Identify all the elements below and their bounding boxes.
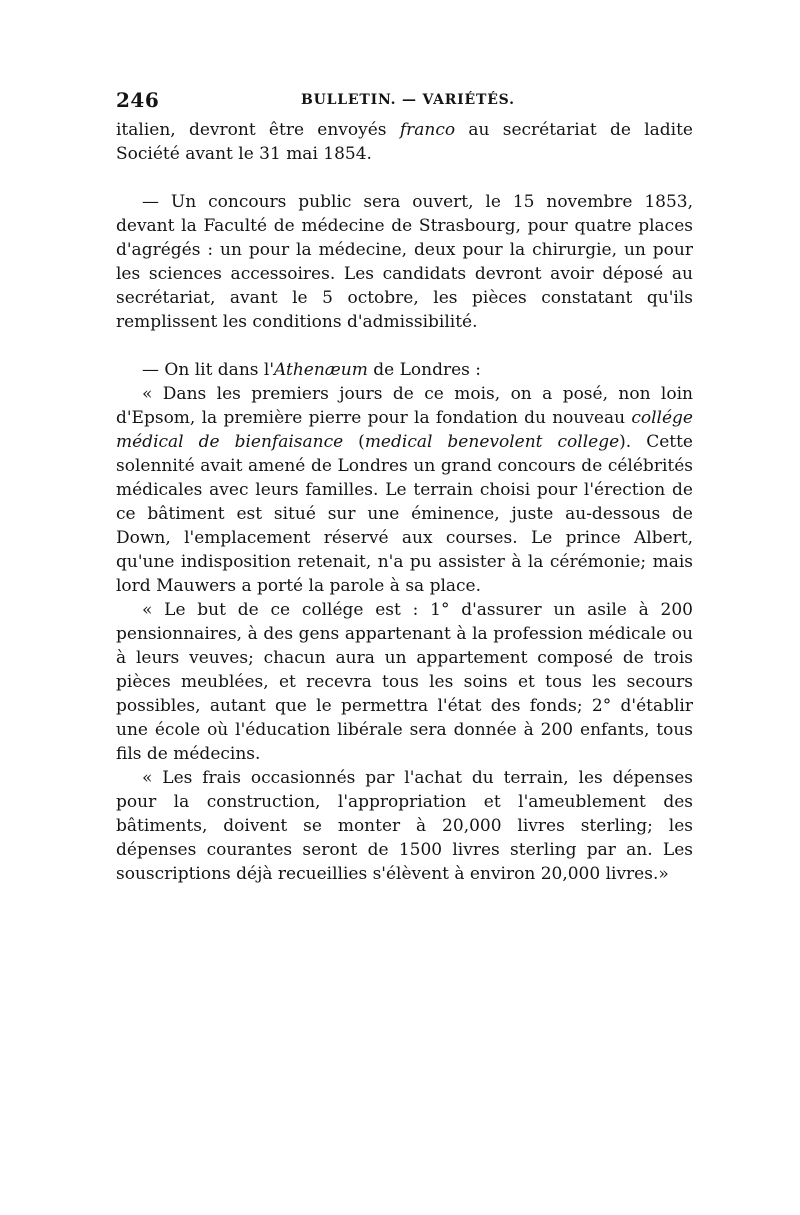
- paragraph-text: — On lit dans l': [142, 360, 275, 380]
- paragraph-text: — Un concours public sera ouvert, le 15 novembre 1853, devant la Faculté de médecine de Strasbourg, pour quatre places d'agrégés : un pour la médecine, deux pour la chirurgie, un pour les sciences accessoires. Les candidats devront avoir déposé au secrétariat, avant le 5 octobre, les pièces constatant qu'ils remplissent les conditions d'admissibilité.: [116, 192, 693, 332]
- paragraph-text: de Londres :: [367, 360, 481, 380]
- paragraph-gap: [116, 334, 693, 358]
- paragraph-text: « Les frais occasionnés par l'achat du terrain, les dépenses pour la construction, l'appropriation et l'ameublement des bâtiments, doivent se monter à 20,000 livres sterling; les dépenses courantes seront de 1500 livres sterling par an. Les souscriptions déjà recueillies s'élèvent à environ 20,000 livres.»: [116, 768, 693, 884]
- document-page: [116, 88, 693, 886]
- running-title: BULLETIN. — VARIÉTÉS.: [301, 92, 515, 108]
- italic-term: medical benevolent college: [364, 432, 620, 452]
- page-header: [116, 88, 693, 118]
- italic-term: franco: [399, 120, 456, 140]
- paragraph-gap: [116, 166, 693, 190]
- paragraph-text: au secrétariat de ladite Société avant le 31 mai 1854.: [116, 120, 693, 164]
- paragraph-text: (: [343, 432, 365, 452]
- paragraph-text: italien, devront être envoyés: [116, 120, 400, 140]
- paragraph-continuation: [116, 118, 693, 166]
- paragraph-text: ). Cette solennité avait amené de Londres un grand concours de célébrités médicales avec leurs familles. Le terrain choisi pour l'érection de ce bâtiment est situé sur une éminence, juste au-dessous de Down, l'emplacement réservé aux courses. Le prince Albert, qu'une indisposition retenait, n'a pu assister à la cérémonie; mais lord Mauwers a porté la parole à sa place.: [116, 432, 693, 596]
- paragraph-text: « Le but de ce collége est : 1° d'assurer un asile à 200 pensionnaires, à des gens appartenant à la profession médicale ou à leurs veuves; chacun aura un appartement composé de trois pièces meublées, et recevra tous les soins et tous les secours possibles, autant que le permettra l'état des fonds; 2° d'établir une école où l'éducation libérale sera donnée à 200 enfants, tous fils de médecins.: [116, 600, 693, 764]
- paragraph-college-foundation: [116, 382, 693, 598]
- paragraph-college-costs: [116, 766, 693, 886]
- paragraph-college-purpose: [116, 598, 693, 766]
- body-text: [116, 118, 693, 886]
- italic-term: collége médical de bienfaisance: [116, 408, 693, 452]
- italic-term: Athenæum: [274, 360, 368, 380]
- paragraph-athenaeum-intro: [116, 358, 693, 382]
- paragraph-text: « Dans les premiers jours de ce mois, on a posé, non loin d'Epsom, la première pierre pour la fondation du nouveau: [116, 384, 693, 428]
- page-number: 246: [116, 88, 160, 112]
- paragraph-concours: [116, 190, 693, 334]
